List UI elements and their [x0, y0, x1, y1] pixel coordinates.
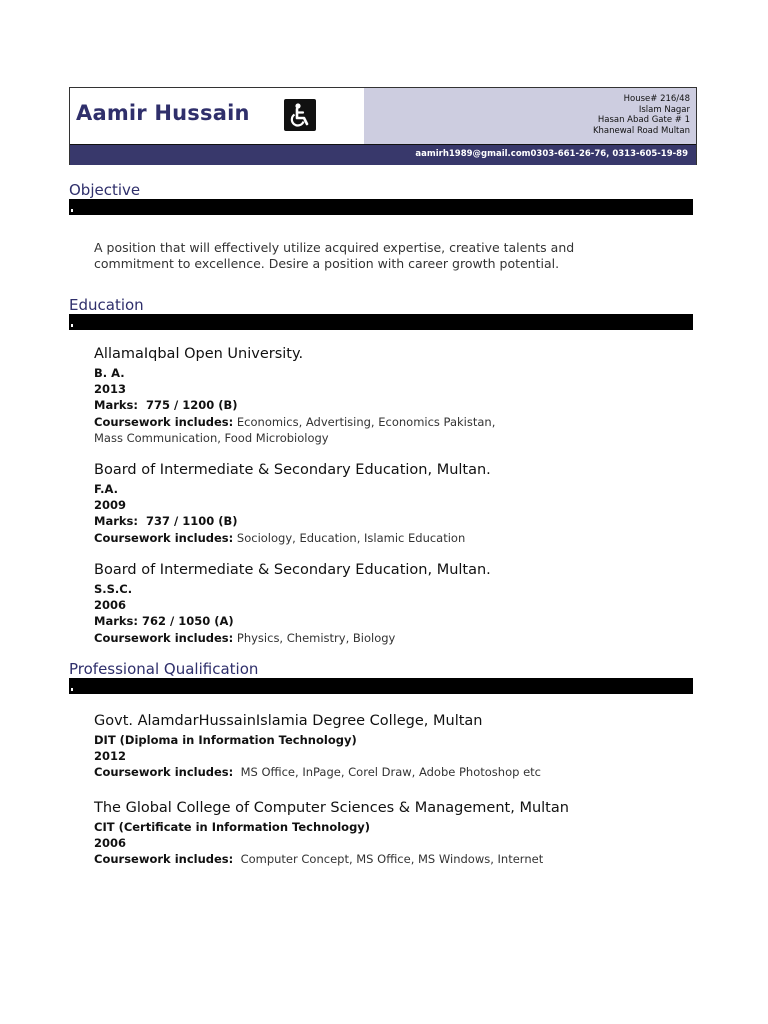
address-block — [593, 94, 690, 136]
institution-name: Board of Intermediate & Secondary Education, Multan. — [94, 462, 491, 478]
degree: CIT (Certificate in Information Technology) — [94, 820, 371, 834]
address-line: Hasan Abad Gate # 1 — [597, 115, 690, 125]
marks-label: Marks: — [94, 614, 138, 629]
coursework-value: Sociology, Education, Islamic Education — [236, 530, 466, 545]
institution-name: Govt. AlamdarHussainIslamia Degree College, Multan — [94, 713, 483, 729]
coursework-value: Physics, Chemistry, Biology — [236, 630, 396, 645]
coursework-label: Coursework includes: — [94, 765, 234, 780]
marks-line — [94, 613, 694, 629]
qualification-entry — [94, 712, 694, 781]
coursework-value: Computer Concept, MS Office, MS Windows, Internet — [240, 852, 544, 867]
qualification-entry — [94, 799, 694, 868]
name-cell — [70, 88, 365, 144]
coursework-label: Coursework includes: — [94, 414, 234, 429]
coursework-line — [94, 764, 694, 780]
coursework-value: Economics, Advertising, Economics Pakistan, — [236, 414, 496, 429]
institution-name: AllamaIqbal Open University. — [94, 346, 304, 362]
marks-value: 775 / 1200 (B) — [145, 398, 238, 413]
marks-line — [94, 513, 694, 529]
coursework-value: MS Office, InPage, Corel Draw, Adobe Photoshop etc — [240, 765, 541, 780]
candidate-name: Aamir Hussain — [76, 101, 250, 125]
coursework-line — [94, 530, 694, 546]
section-divider — [69, 678, 693, 694]
year: 2009 — [94, 498, 127, 513]
address-line: Khanewal Road Multan — [592, 125, 690, 136]
degree: F.A. — [94, 482, 119, 496]
coursework-label: Coursework includes: — [94, 530, 234, 545]
section-title-objective: Objective — [69, 181, 141, 199]
coursework-value: Mass Communication, Food Microbiology — [94, 430, 329, 445]
degree: DIT (Diploma in Information Technology) — [94, 733, 357, 747]
year: 2006 — [94, 836, 127, 851]
address-line: Islam Nagar — [638, 104, 690, 115]
section-title-professional: Professional Qualification — [69, 660, 259, 678]
coursework-label: Coursework includes: — [94, 852, 234, 867]
section-divider — [69, 314, 693, 330]
year: 2013 — [94, 382, 127, 397]
marks-label: Marks: — [94, 398, 138, 413]
resume-header — [69, 87, 697, 165]
education-entry — [94, 461, 694, 546]
coursework-line — [94, 851, 694, 867]
coursework-label: Coursework includes: — [94, 630, 234, 645]
section-title-education: Education — [69, 296, 144, 314]
degree: B. A. — [94, 366, 125, 380]
marks-value: 762 / 1050 (A) — [141, 614, 234, 629]
contact-bar — [70, 144, 696, 165]
year: 2006 — [94, 598, 127, 613]
coursework-line — [94, 414, 694, 430]
section-divider — [69, 199, 693, 215]
degree: S.S.C. — [94, 582, 133, 596]
address-cell — [364, 88, 696, 144]
institution-name: The Global College of Computer Sciences & Management, Multan — [94, 800, 569, 816]
coursework-line — [94, 630, 694, 646]
marks-value: 737 / 1100 (B) — [145, 514, 238, 529]
contact-info: aamirh1989@gmail.com0303-661-26-76, 0313-605-19-89 — [415, 149, 688, 159]
year: 2012 — [94, 749, 127, 764]
marks-label: Marks: — [94, 514, 138, 529]
institution-name: Board of Intermediate & Secondary Education, Multan. — [94, 562, 491, 578]
wheelchair-icon — [284, 99, 316, 131]
objective-text: A position that will effectively utilize acquired expertise, creative talents and commitment to excellence. Desire a position with career growth potential. — [94, 240, 575, 271]
education-entry — [94, 561, 694, 646]
education-entry — [94, 345, 694, 446]
address-line: House# 216/48 — [623, 94, 690, 104]
marks-line — [94, 397, 694, 413]
